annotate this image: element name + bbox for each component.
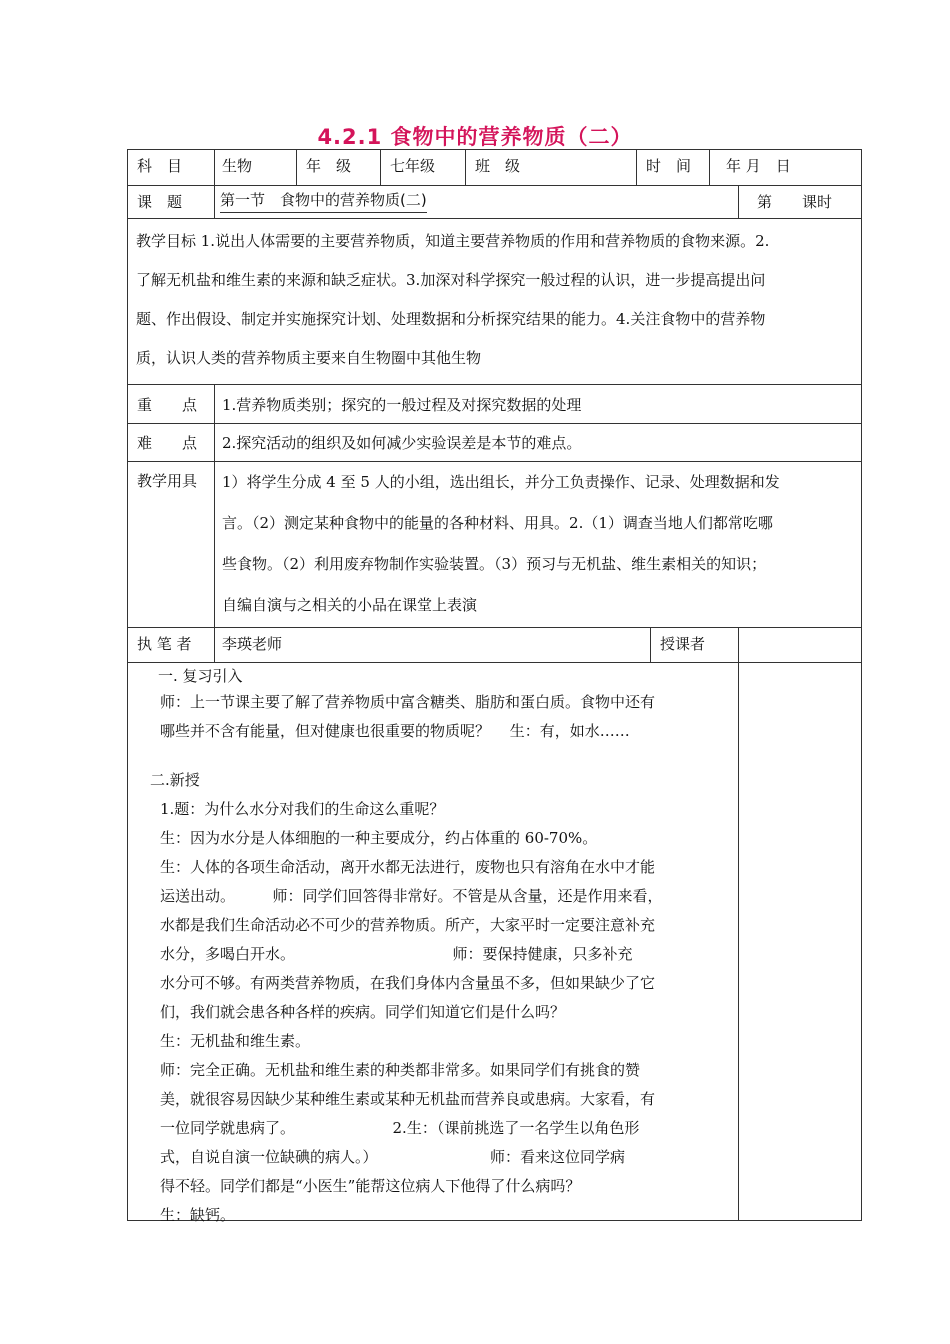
subject-value: 生物 bbox=[222, 157, 253, 175]
col-divider bbox=[738, 185, 739, 218]
lecturer-label: 授课者 bbox=[660, 635, 706, 653]
grade-value: 七年级 bbox=[390, 157, 436, 175]
body-line: 生：因为水分是人体细胞的一种主要成分，约占体重的 60-70%。 bbox=[160, 829, 598, 847]
body-line: 水分可不够。有两类营养物质，在我们身体内含量虽不多，但如果缺少了它 bbox=[160, 974, 656, 992]
body-line: 哪些并不含有能量，但对健康也很重要的物质呢？ 生：有，如水…… bbox=[160, 722, 630, 740]
time-value: 年 月 日 bbox=[726, 157, 791, 175]
row-divider bbox=[127, 662, 862, 663]
period-label: 第 课时 bbox=[757, 193, 833, 211]
class-label: 班 级 bbox=[475, 157, 521, 175]
time-label: 时 间 bbox=[646, 157, 692, 175]
row-divider bbox=[127, 384, 862, 385]
tools-line: 1）将学生分成 4 至 5 人的小组，选出组长，并分工负责操作、记录、处理数据和发 bbox=[222, 473, 780, 491]
body-line: 们，我们就会患各种各样的疾病。同学们知道它们是什么吗？ bbox=[160, 1003, 566, 1021]
page-title: 4.2.1 食物中的营养物质（二） bbox=[317, 125, 633, 149]
col-divider bbox=[296, 149, 297, 185]
body-line: 师：上一节课主要了解了营养物质中富含糖类、脂肪和蛋白质。食物中还有 bbox=[160, 693, 656, 711]
row-divider bbox=[127, 185, 862, 186]
col-divider bbox=[738, 627, 739, 1221]
col-divider bbox=[380, 149, 381, 185]
body-line: 1.题：为什么水分对我们的生命这么重呢？ bbox=[160, 800, 445, 818]
body-line: 二.新授 bbox=[150, 771, 200, 789]
objectives-text bbox=[136, 222, 856, 378]
col-divider bbox=[214, 149, 215, 185]
body-line bbox=[146, 746, 731, 766]
lesson-body bbox=[146, 664, 731, 1230]
key-points-value: 1.营养物质类别；探究的一般过程及对探究数据的处理 bbox=[222, 396, 582, 414]
key-points-label: 重 点 bbox=[137, 396, 198, 414]
body-line: 生：无机盐和维生素。 bbox=[160, 1032, 311, 1050]
body-line: 式，自说自演一位缺碘的病人。） 师：看来这位同学病 bbox=[160, 1148, 626, 1166]
topic-label: 课 题 bbox=[137, 193, 183, 211]
body-line: 水都是我们生命活动必不可少的营养物质。所产，大家平时一定要注意补充 bbox=[160, 916, 656, 934]
tools-line: 言。（2）测定某种食物中的能量的各种材料、用具。2.（1）调查当地人们都常吃哪 bbox=[222, 514, 773, 532]
tools-text bbox=[222, 462, 858, 626]
objectives-line: 了解无机盐和维生素的来源和缺乏症状。3.加深对科学探究一般过程的认识，进一步提高提出问 bbox=[136, 271, 766, 289]
row-divider bbox=[127, 218, 862, 219]
subject-label: 科 目 bbox=[137, 157, 183, 175]
tools-line: 些食物。（2）利用废弃物制作实验装置。（3）预习与无机盐、维生素相关的知识； bbox=[222, 555, 767, 573]
col-divider bbox=[709, 149, 710, 185]
body-line: 一. 复习引入 bbox=[158, 667, 243, 685]
topic-value: 第一节 食物中的营养物质(二) bbox=[220, 189, 427, 213]
body-line: 生：人体的各项生命活动，离开水都无法进行，废物也只有溶角在水中才能 bbox=[160, 858, 656, 876]
col-divider bbox=[465, 149, 466, 185]
objectives-line: 题、作出假设、制定并实施探究计划、处理数据和分析探究结果的能力。4.关注食物中的营养物 bbox=[136, 310, 766, 328]
body-line: 一位同学就患病了。 2.生：（课前挑选了一名学生以角色形 bbox=[160, 1119, 640, 1137]
author-value: 李瑛老师 bbox=[222, 635, 283, 653]
body-line: 生：缺钙。 bbox=[160, 1206, 236, 1224]
col-divider bbox=[214, 627, 215, 662]
row-divider bbox=[127, 627, 862, 628]
col-divider bbox=[214, 384, 215, 627]
row-divider bbox=[127, 423, 862, 424]
body-line: 水分，多喝白开水。 师：要保持健康，只多补充 bbox=[160, 945, 633, 963]
tools-label: 教学用具 bbox=[137, 472, 198, 490]
objectives-line: 教学目标 1.说出人体需要的主要营养物质，知道主要营养物质的作用和营养物质的食物来源。2. bbox=[136, 232, 770, 250]
body-line: 美，就很容易因缺少某种维生素或某种无机盐而营养良或患病。大家看，有 bbox=[160, 1090, 656, 1108]
difficulties-value: 2.探究活动的组织及如何减少实验误差是本节的难点。 bbox=[222, 434, 582, 452]
grade-label: 年 级 bbox=[306, 157, 352, 175]
body-line: 得不轻。同学们都是“小医生”能帮这位病人下他得了什么病吗？ bbox=[160, 1177, 581, 1195]
col-divider bbox=[214, 185, 215, 218]
tools-line: 自编自演与之相关的小品在课堂上表演 bbox=[222, 596, 478, 614]
objectives-line: 质，认识人类的营养物质主要来自生物圈中其他生物 bbox=[136, 349, 482, 367]
body-line: 运送出动。 师：同学们回答得非常好。不管是从含量，还是作用来看， bbox=[160, 887, 663, 905]
body-line: 师：完全正确。无机盐和维生素的种类都非常多。如果同学们有挑食的赞 bbox=[160, 1061, 641, 1079]
author-label: 执 笔 者 bbox=[137, 635, 192, 653]
difficulties-label: 难 点 bbox=[137, 434, 198, 452]
col-divider bbox=[650, 627, 651, 662]
col-divider bbox=[636, 149, 637, 185]
